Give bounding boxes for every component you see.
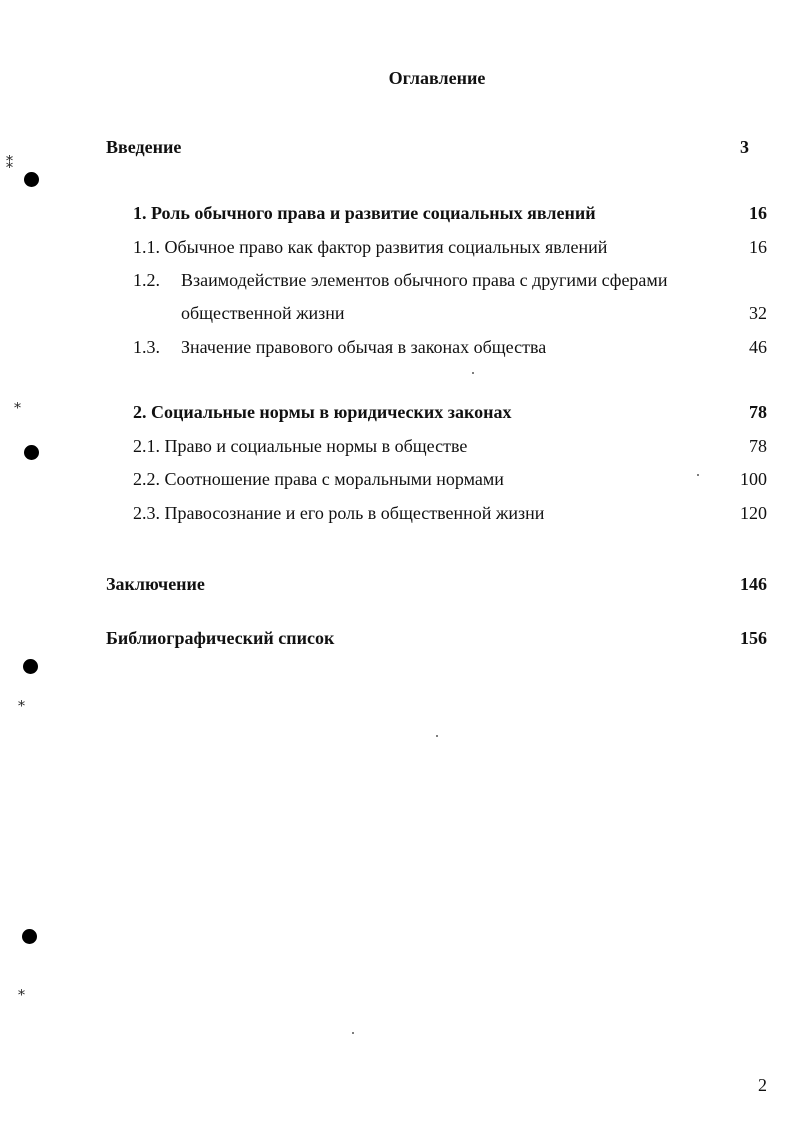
toc-entry-intro (0, 134, 794, 160)
toc-entry-1-3 (0, 334, 794, 360)
toc-page: 46 (749, 337, 767, 357)
toc-entry-1-2 (0, 267, 794, 293)
scan-dot (352, 1032, 354, 1034)
page-title: Оглавление (388, 68, 486, 88)
toc-page: 32 (749, 303, 767, 323)
toc-label: 2.2. Соотношение права с моральными нормами (133, 469, 504, 489)
toc-page: 78 (749, 436, 767, 456)
scan-dot (472, 372, 474, 374)
toc-page: 16 (749, 237, 767, 257)
page-number: 2 (758, 1075, 767, 1095)
toc-label-line1: Взаимодействие элементов обычного права с другими сферами (181, 270, 668, 290)
toc-entry-2-2 (0, 466, 794, 492)
toc-entry-2-1 (0, 433, 794, 459)
scan-speck-icon: ⁎ (18, 984, 25, 999)
toc-label: 2.1. Право и социальные нормы в обществе (133, 436, 468, 456)
punch-hole-1 (24, 172, 39, 187)
toc-page: 16 (749, 203, 767, 223)
scan-speck-icon: ⁑ (6, 157, 13, 172)
toc-label-line2: общественной жизни (181, 303, 345, 323)
toc-label: Библиографический список (106, 628, 335, 648)
toc-page: 3 (740, 137, 749, 157)
toc-number: 1.3. (133, 337, 160, 357)
toc-page: 146 (740, 574, 767, 594)
punch-hole-4 (22, 929, 37, 944)
scan-speck-icon: ⁎ (14, 397, 21, 412)
toc-label: 1. Роль обычного права и развитие социальных явлений (133, 203, 596, 223)
toc-label: 2. Социальные нормы в юридических законах (133, 402, 512, 422)
toc-label: Значение правового обычая в законах общества (181, 337, 547, 357)
toc-entry-1-2-cont (0, 300, 794, 326)
toc-entry-1-1 (0, 234, 794, 260)
toc-entry-conclusion (0, 571, 794, 597)
page-title-wrap (0, 68, 794, 89)
toc-chapter2-heading (0, 399, 794, 425)
toc-label: Заключение (106, 574, 205, 594)
toc-entry-bibliography (0, 625, 794, 651)
scan-speck-icon: ⁎ (18, 695, 25, 710)
toc-page: 156 (740, 628, 767, 648)
scan-dot (436, 735, 438, 737)
toc-page: 100 (740, 469, 767, 489)
punch-hole-3 (23, 659, 38, 674)
toc-label: Введение (106, 137, 182, 157)
toc-label: 1.1. Обычное право как фактор развития социальных явлений (133, 237, 608, 257)
toc-label: 2.3. Правосознание и его роль в общественной жизни (133, 503, 545, 523)
toc-number: 1.2. (133, 270, 160, 290)
toc-page: 120 (740, 503, 767, 523)
toc-chapter1-heading (0, 200, 794, 226)
toc-page: 78 (749, 402, 767, 422)
toc-entry-2-3 (0, 500, 794, 526)
